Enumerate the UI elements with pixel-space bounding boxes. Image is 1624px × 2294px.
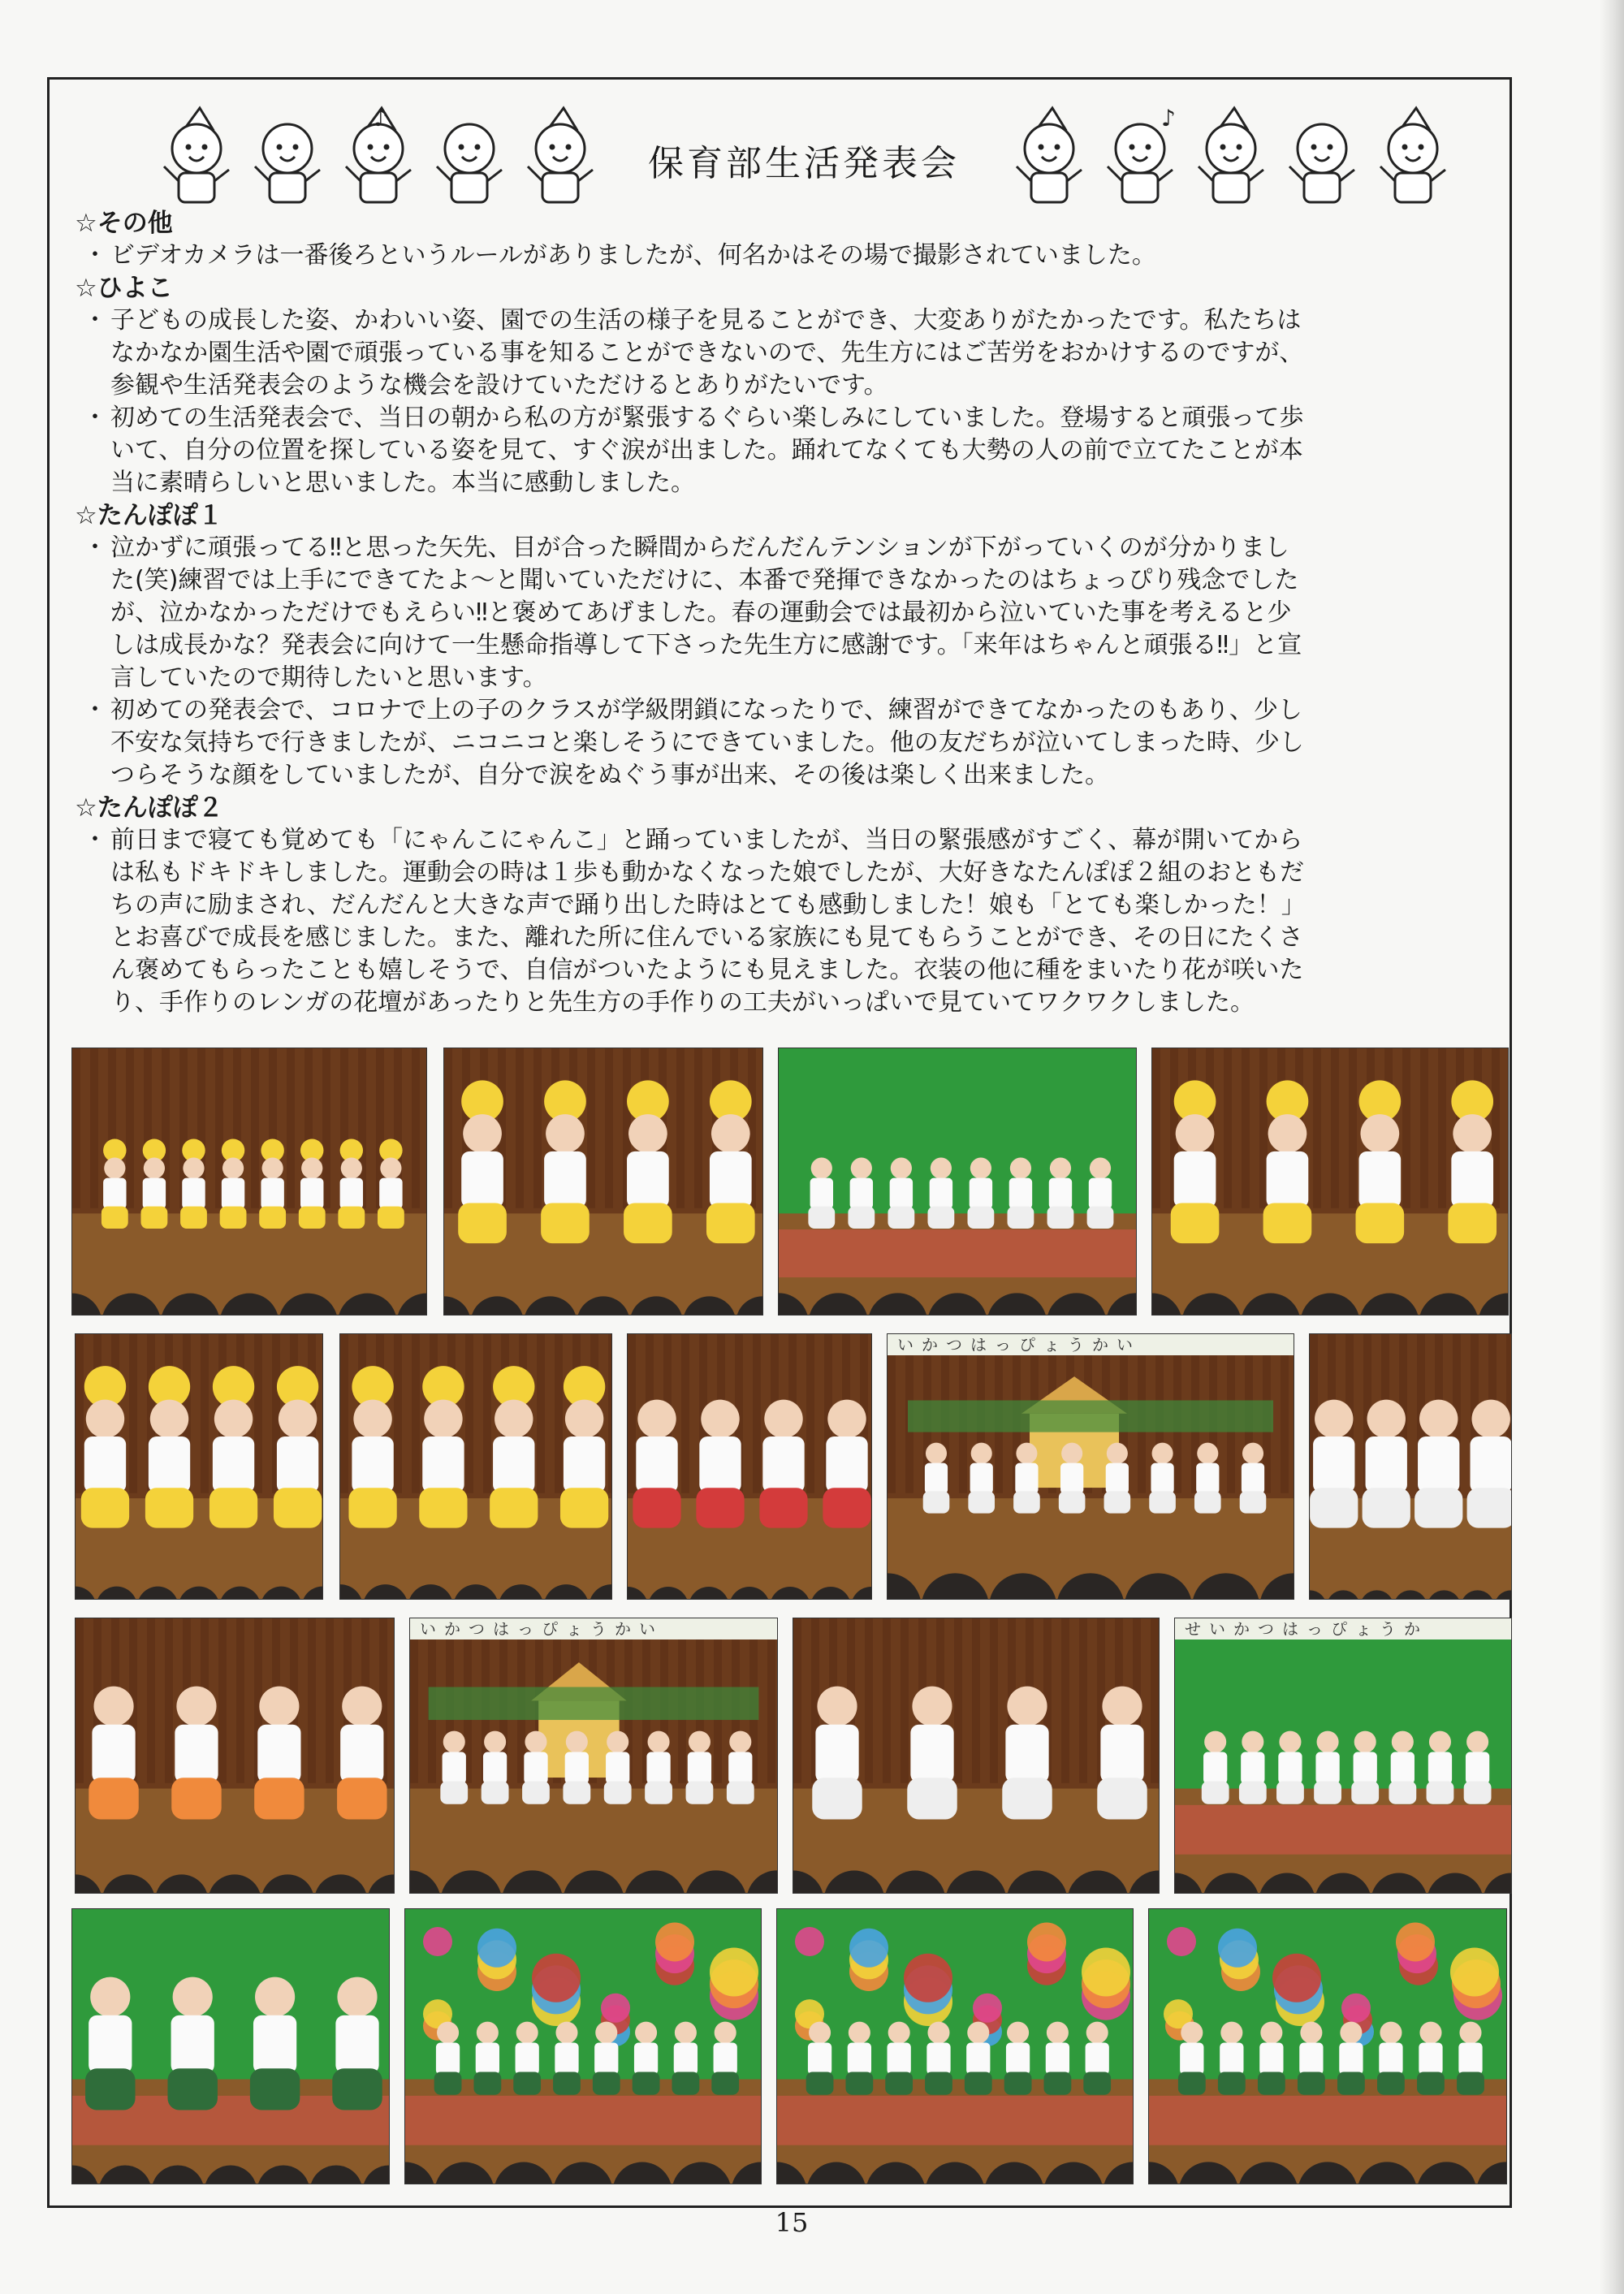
bullet-mark: ・	[83, 534, 107, 562]
comment-line: ビデオカメラは一番後ろというルールがありましたが、何名かはその場で撮影されていました。	[110, 241, 1156, 270]
comment-line: り、手作りのレンガの花壇があったりと先生方の手作りの工夫がいっぱいで見ていてワクワクしました。	[110, 988, 1255, 1017]
photo-image	[340, 1334, 611, 1599]
comment-item	[75, 824, 1504, 1019]
stage-photo	[1309, 1333, 1512, 1600]
photo-image	[793, 1618, 1159, 1893]
photo-image	[888, 1334, 1294, 1599]
comment-line: 初めての発表会で、コロナで上の子のクラスが学級閉鎖になったりで、練習ができてなかったのもあり、少し	[110, 696, 1302, 724]
kid-cartoon-icon	[1289, 124, 1354, 202]
bullet-mark: ・	[83, 241, 107, 270]
comment-line: なかなか園生活や園で頑張っている事を知ることができないので、先生方にはご苦労をおかけするのですが、	[110, 339, 1304, 367]
photo-image	[1152, 1048, 1508, 1315]
section-tanpopo-1	[75, 499, 1504, 792]
section-other	[75, 207, 1504, 272]
survey-comments	[75, 207, 1504, 1019]
stage-photo	[627, 1333, 872, 1600]
comment-item	[75, 402, 1504, 499]
page-header	[97, 102, 1462, 215]
photo-image	[72, 1909, 389, 2184]
photo-image	[628, 1334, 871, 1599]
photo-image	[1175, 1618, 1511, 1893]
photo-image	[76, 1334, 322, 1599]
stage-photo	[339, 1333, 612, 1600]
page-edge-shadow	[1600, 0, 1624, 2294]
section-heading: ☆その他	[75, 209, 173, 238]
comment-item	[75, 532, 1504, 694]
comment-line: た(笑)練習では上手にできてたよ〜と聞いていただけに、本番で発揮できなかったのはちょっぴり残念でした	[110, 566, 1299, 594]
stage-banner-text: いかつはっぴょうかい	[888, 1334, 1294, 1355]
comment-line: 前日まで寝ても覚めても「にゃんこにゃんこ」と踊っていましたが、当日の緊張感がすごく、幕が開いてから	[110, 826, 1303, 854]
photo-image	[405, 1909, 761, 2184]
stage-photo	[1148, 1908, 1507, 2184]
bullet-mark: ・	[83, 826, 107, 854]
photo-image	[410, 1618, 777, 1893]
kid-cartoon-icon	[528, 108, 593, 202]
kid-cartoon-icon	[1199, 108, 1263, 202]
stage-photo	[71, 1908, 390, 2184]
stage-photo	[778, 1048, 1137, 1315]
comment-line: 参観や生活発表会のような機会を設けていただけるとありがたいです。	[110, 371, 888, 400]
photo-image	[1149, 1909, 1506, 2184]
comment-line: つらそうな顔をしていましたが、自分で涙をぬぐう事が出来、その後は楽しく出来ました。	[110, 761, 1109, 789]
kid-cartoon-icon	[164, 108, 229, 202]
section-heading: ☆たんぽぽ１	[75, 501, 223, 530]
photo-image	[1310, 1334, 1511, 1599]
stage-photo	[409, 1618, 778, 1894]
stage-photo	[404, 1908, 762, 2184]
section-heading: ☆ひよこ	[75, 274, 173, 303]
photo-image	[444, 1048, 762, 1315]
comment-line: が、泣かなかっただけでもえらい‼と褒めてあげました。春の運動会では最初から泣いていた事を考えると少	[110, 598, 1292, 627]
music-note-icon: ♪	[1161, 105, 1176, 132]
stage-photo	[793, 1618, 1160, 1894]
bullet-mark: ・	[83, 404, 107, 432]
comment-item	[75, 240, 1504, 272]
kid-cartoon-icon	[437, 124, 502, 202]
kid-cartoon-icon	[1108, 124, 1173, 202]
bullet-mark: ・	[83, 696, 107, 724]
photo-collage	[71, 1048, 1517, 2184]
comment-line: は私もドキドキしました。運動会の時は１歩も動かなくなった娘でしたが、大好きなたんぽぽ２組のおともだ	[110, 858, 1304, 887]
photo-image	[72, 1048, 426, 1315]
comment-line: 言していたので期待したいと思います。	[110, 663, 547, 692]
kids-illustration-left-icon	[146, 102, 633, 215]
kids-illustration-right-icon	[999, 102, 1470, 215]
photo-image	[779, 1048, 1136, 1315]
page-number: 15	[775, 2207, 809, 2238]
stage-photo	[776, 1908, 1134, 2184]
comment-line: 泣かずに頑張ってる‼と思った矢先、目が合った瞬間からだんだんテンションが下がっていくのが分かりまし	[110, 534, 1289, 562]
comment-line: 子どもの成長した姿、かわいい姿、園での生活の様子を見ることができ、大変ありがたかったです。私たちは	[110, 306, 1302, 335]
kid-cartoon-icon	[255, 124, 320, 202]
comment-line: 不安な気持ちで行きましたが、ニコニコと楽しそうにできていました。他の友だちが泣いてしまった時、少し	[110, 728, 1304, 757]
comment-line: しは成長かな？発表会に向けて一生懸命指導して下さった先生方に感謝です。「来年はちゃんと頑張る‼」と宣	[110, 631, 1302, 659]
comment-line: いて、自分の位置を探している姿を見て、すぐ涙が出ました。踊れてなくても大勢の人の前で立てたことが本	[110, 436, 1303, 464]
stage-photo	[443, 1048, 763, 1315]
section-hiyoko	[75, 272, 1504, 499]
stage-banner-text: いかつはっぴょうかい	[410, 1618, 777, 1639]
stage-photo	[75, 1618, 395, 1894]
comment-line: 当に素晴らしいと思いました。本当に感動しました。	[110, 469, 695, 497]
kid-cartoon-icon	[1380, 108, 1445, 202]
comment-line: とお喜びで成長を感じました。また、離れた所に住んでいる家族にも見てもらうことができ、その日にたくさ	[110, 923, 1303, 952]
stage-photo	[75, 1333, 323, 1600]
section-heading: ☆たんぽぽ２	[75, 793, 223, 823]
photo-image	[76, 1618, 394, 1893]
stage-photo	[1151, 1048, 1509, 1315]
section-tanpopo-2	[75, 792, 1504, 1019]
stage-photo	[887, 1333, 1294, 1600]
photo-image	[777, 1909, 1133, 2184]
stage-banner-text: せいかつはっぴょうか	[1175, 1618, 1511, 1639]
comment-line: ちの声に励まされ、だんだんと大きな声で踊り出した時はとても感動しました！娘も「とても楽しかった！」	[110, 891, 1306, 919]
page-title: 保育部生活発表会	[648, 143, 960, 184]
bullet-mark: ・	[83, 306, 107, 335]
stage-photo	[71, 1048, 427, 1315]
stage-photo	[1174, 1618, 1512, 1894]
kid-cartoon-icon	[1017, 108, 1082, 202]
music-note-icon: ♪	[374, 105, 388, 132]
comment-item	[75, 694, 1504, 792]
comment-line: 初めての生活発表会で、当日の朝から私の方が緊張するぐらい楽しみにしていました。登場すると頑張って歩	[110, 404, 1304, 432]
comment-item	[75, 305, 1504, 402]
comment-line: ん褒めてもらったことも嬉しそうで、自信がついたようにも見えました。衣装の他に種をまいたり花が咲いた	[110, 956, 1304, 984]
